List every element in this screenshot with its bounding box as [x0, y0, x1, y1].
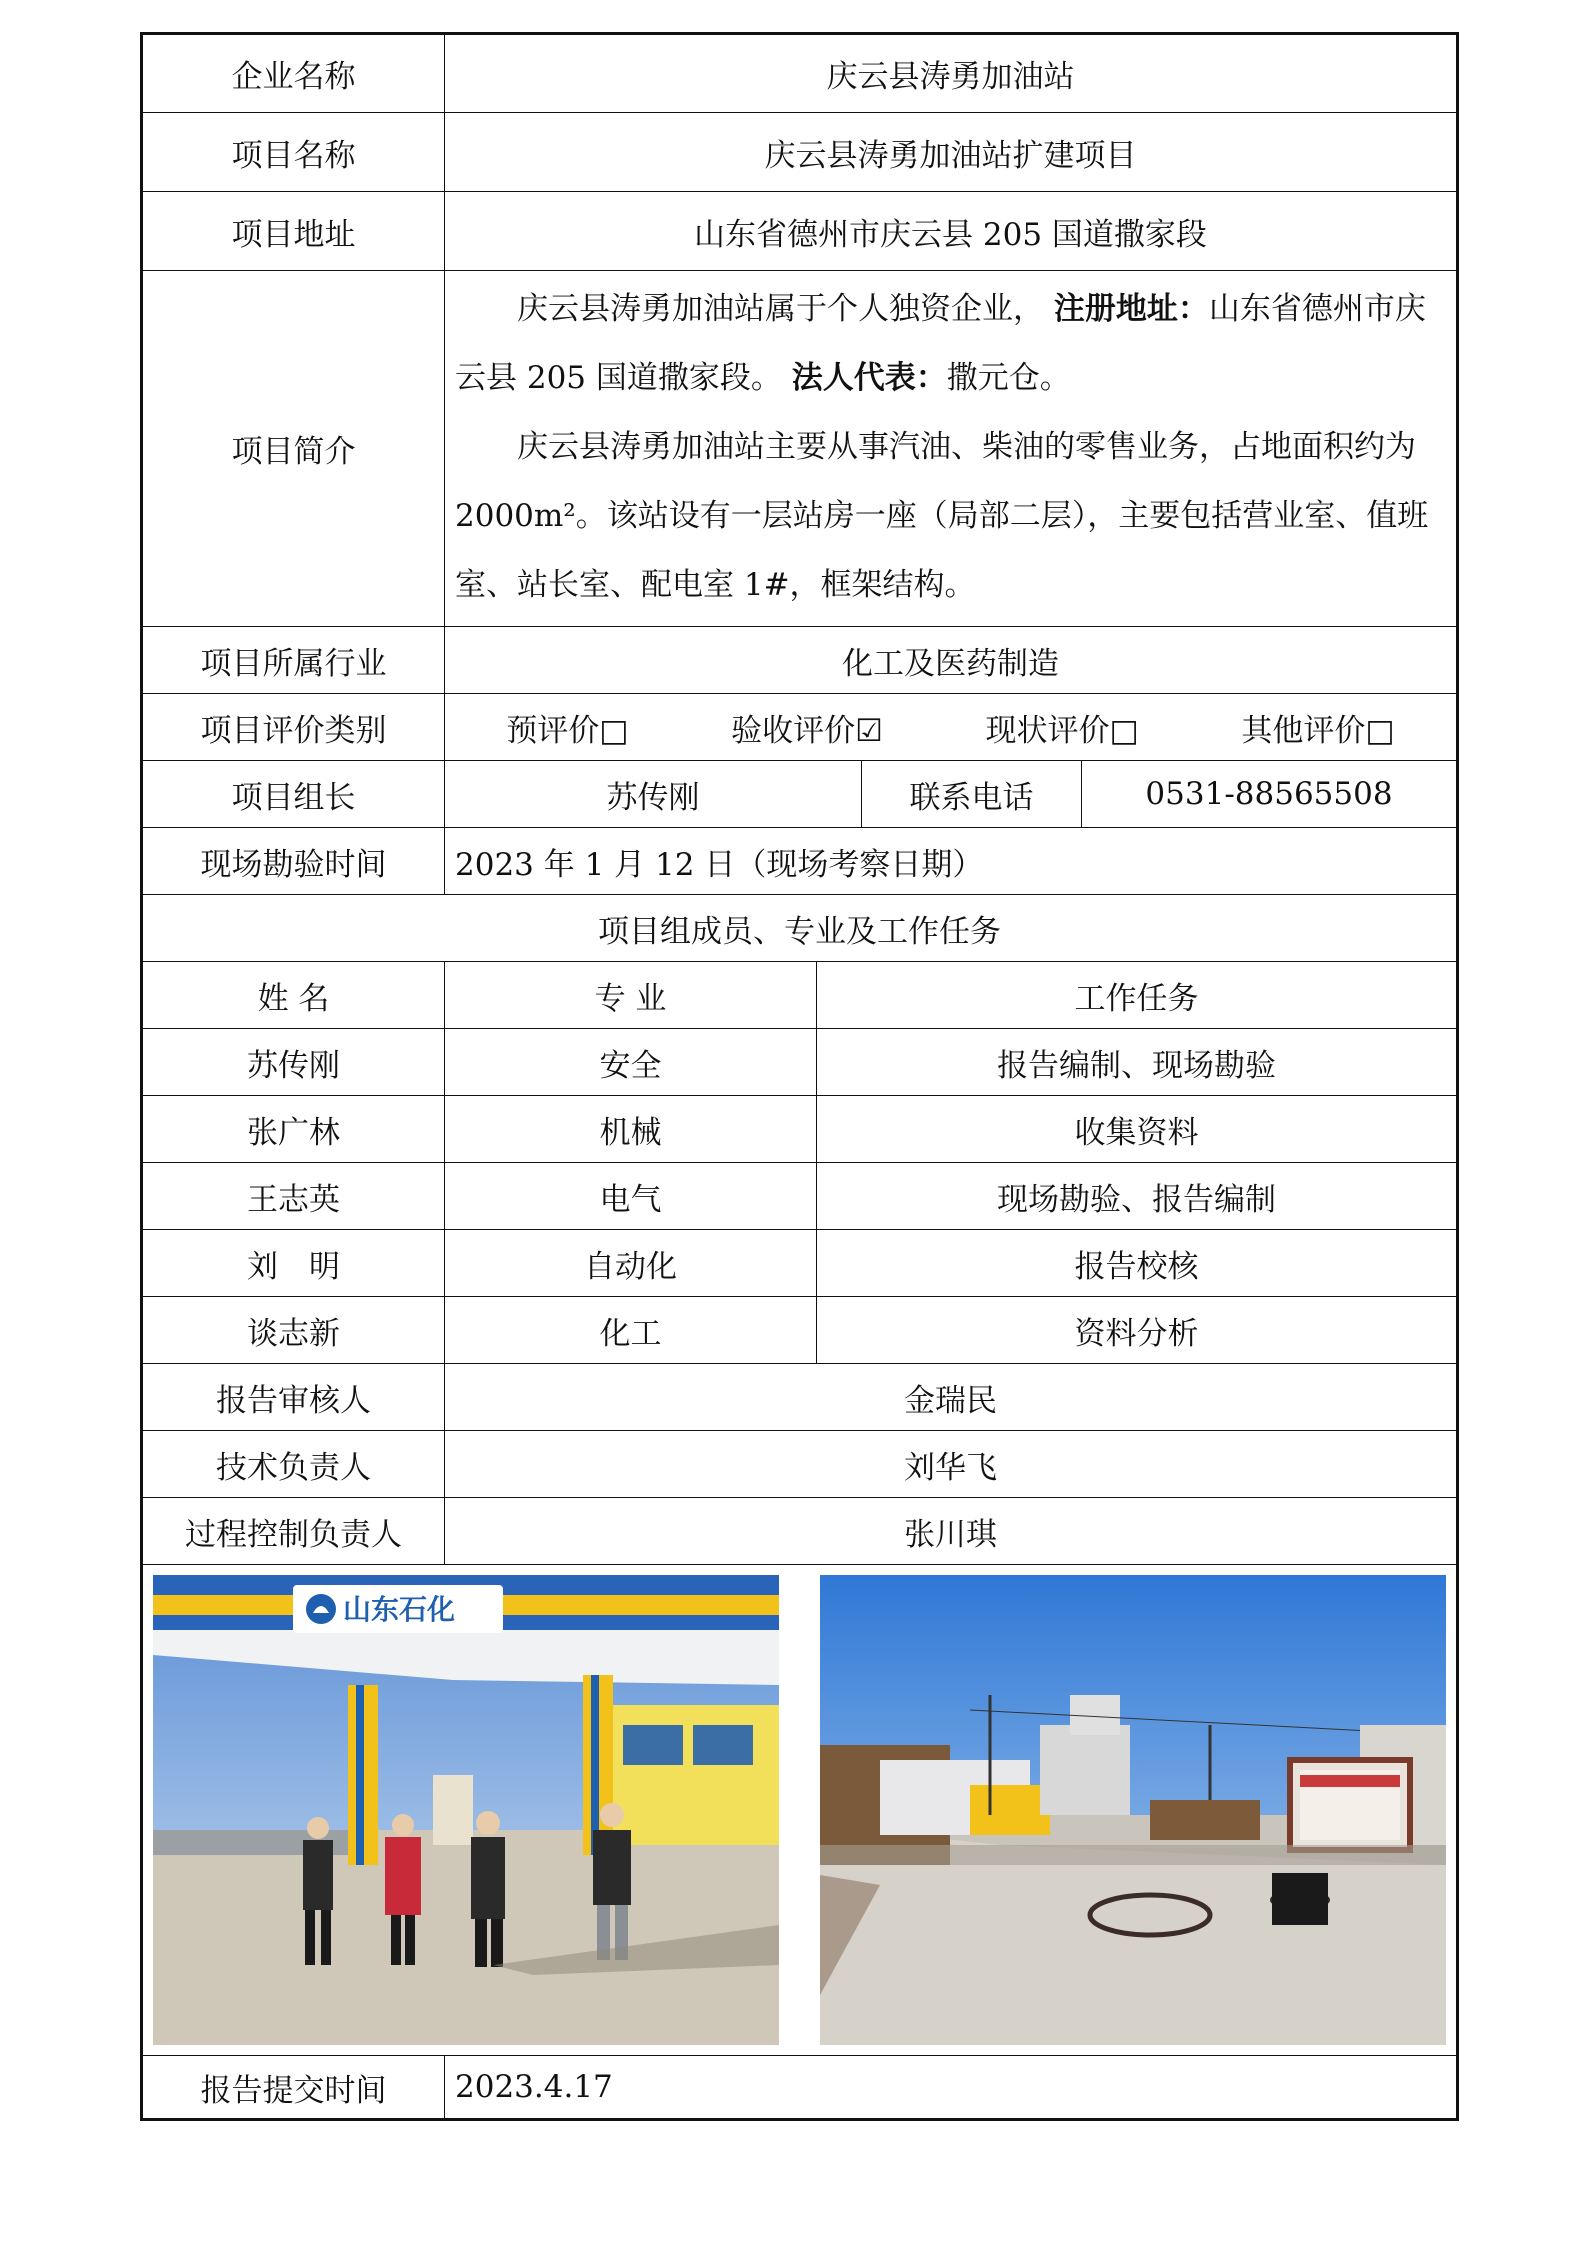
member-name: 苏传刚	[142, 1029, 445, 1096]
project-info-table	[140, 32, 1459, 2121]
member-task: 收集资料	[817, 1096, 1458, 1163]
col-header-task: 工作任务	[817, 962, 1458, 1029]
row-project-name	[142, 113, 1458, 192]
eval-option-current[interactable]: 现状评价□	[985, 712, 1139, 749]
row-photos	[142, 1565, 1458, 2056]
photos-cell	[142, 1565, 1458, 2056]
yard-photo	[820, 1575, 1446, 2045]
col-header-major: 专 业	[445, 962, 817, 1029]
value-process-lead: 张川琪	[445, 1498, 1458, 1565]
label-process-lead: 过程控制负责人	[142, 1498, 445, 1565]
label-industry: 项目所属行业	[142, 627, 445, 694]
intro-paragraph-1	[455, 275, 1446, 413]
intro-text-address: 山东省德州市庆云县 205 国道撒家段。	[455, 291, 1426, 396]
table-row	[142, 1029, 1458, 1096]
row-tech-lead	[142, 1431, 1458, 1498]
row-member-columns	[142, 962, 1458, 1029]
row-process-lead	[142, 1498, 1458, 1565]
member-major: 电气	[445, 1163, 817, 1230]
value-reviewer: 金瑞民	[445, 1364, 1458, 1431]
value-leader: 苏传刚	[445, 761, 862, 828]
member-name: 谈志新	[142, 1297, 445, 1364]
label-project-address: 项目地址	[142, 192, 445, 271]
label-phone: 联系电话	[862, 761, 1082, 828]
member-task: 资料分析	[817, 1297, 1458, 1364]
eval-type-options	[455, 705, 1446, 750]
member-name: 刘 明	[142, 1230, 445, 1297]
intro-label-address: 注册地址：	[1053, 291, 1209, 327]
table-row	[142, 1297, 1458, 1364]
row-eval-type	[142, 694, 1458, 761]
value-industry: 化工及医药制造	[445, 627, 1458, 694]
site-photos	[153, 1575, 1446, 2045]
label-submit-time: 报告提交时间	[142, 2056, 445, 2120]
member-major: 自动化	[445, 1230, 817, 1297]
row-members-header	[142, 895, 1458, 962]
member-task: 现场勘验、报告编制	[817, 1163, 1458, 1230]
value-survey-time: 2023 年 1 月 12 日（现场考察日期）	[445, 828, 1458, 895]
label-eval-type: 项目评价类别	[142, 694, 445, 761]
canopy-sign-text: 山东石化	[343, 1593, 456, 1626]
member-major: 化工	[445, 1297, 817, 1364]
value-project-name: 庆云县涛勇加油站扩建项目	[445, 113, 1458, 192]
value-phone: 0531-88565508	[1082, 761, 1458, 828]
value-project-address: 山东省德州市庆云县 205 国道撒家段	[445, 192, 1458, 271]
label-project-name: 项目名称	[142, 113, 445, 192]
row-submit-time	[142, 2056, 1458, 2120]
row-project-address	[142, 192, 1458, 271]
member-name: 张广林	[142, 1096, 445, 1163]
intro-text-a: 庆云县涛勇加油站属于个人独资企业，	[517, 291, 1044, 327]
table-row	[142, 1096, 1458, 1163]
label-company-name: 企业名称	[142, 34, 445, 113]
row-company-name	[142, 34, 1458, 113]
site-photo-yard	[820, 1575, 1446, 2045]
site-photo-team	[153, 1575, 779, 2045]
label-tech-lead: 技术负责人	[142, 1431, 445, 1498]
member-task: 报告编制、现场勘验	[817, 1029, 1458, 1096]
eval-option-other[interactable]: 其他评价□	[1241, 712, 1395, 749]
row-reviewer	[142, 1364, 1458, 1431]
value-project-intro	[445, 271, 1458, 627]
intro-paragraph-2: 庆云县涛勇加油站主要从事汽油、柴油的零售业务，占地面积约为 2000m²。该站设有一层站房一座（局部二层），主要包括营业室、值班室、站长室、配电室 1#，框架结构。	[455, 429, 1429, 603]
survey-form-sheet	[140, 32, 1456, 2121]
label-survey-time: 现场勘验时间	[142, 828, 445, 895]
value-company-name: 庆云县涛勇加油站	[445, 34, 1458, 113]
member-task: 报告校核	[817, 1230, 1458, 1297]
row-survey-time	[142, 828, 1458, 895]
gas-station-team-photo	[153, 1575, 779, 2045]
label-reviewer: 报告审核人	[142, 1364, 445, 1431]
intro-label-legal-rep: 法人代表：	[791, 360, 947, 396]
row-leader	[142, 761, 1458, 828]
label-project-intro: 项目简介	[142, 271, 445, 627]
table-row	[142, 1163, 1458, 1230]
value-submit-time: 2023.4.17	[445, 2056, 1458, 2120]
intro-text-legal-rep: 撒元仓。	[946, 360, 1071, 396]
value-tech-lead: 刘华飞	[445, 1431, 1458, 1498]
label-leader: 项目组长	[142, 761, 445, 828]
eval-option-pre[interactable]: 预评价□	[506, 712, 629, 749]
col-header-name: 姓 名	[142, 962, 445, 1029]
eval-option-acceptance[interactable]: 验收评价☑	[731, 712, 883, 749]
row-industry	[142, 627, 1458, 694]
member-name: 王志英	[142, 1163, 445, 1230]
members-header: 项目组成员、专业及工作任务	[142, 895, 1458, 962]
member-major: 机械	[445, 1096, 817, 1163]
member-major: 安全	[445, 1029, 817, 1096]
row-project-intro	[142, 271, 1458, 627]
table-row	[142, 1230, 1458, 1297]
value-eval-type	[445, 694, 1458, 761]
